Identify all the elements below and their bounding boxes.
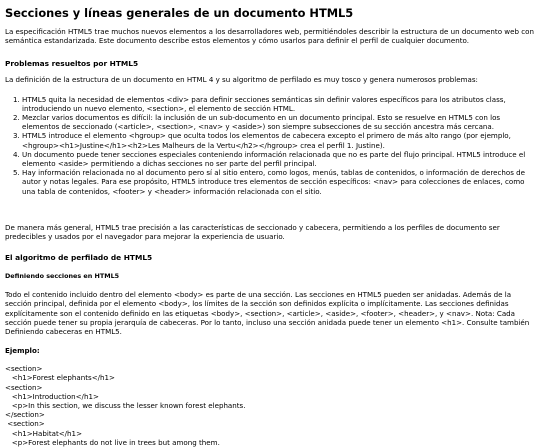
problems-heading: Problemas resueltos por HTML5 (5, 59, 139, 69)
code-example: <section> <h1>Forest elephants</h1> <section> <h1>Introduction</h1> <p>In this section, we discuss the lesser known forest elephants. </section> <section> <h1>Habitat</h1> <p>Forest elephants do not live in trees but among them. (5, 364, 246, 447)
list-item: 2. Mezclar varios documentos es difícil: la inclusión de un sub-documento en un documento principal. Esto se resuelve en HTML5 con los elementos de seccionado (<article>, <section>, <nav> y <aside>) son siempre subsecciones de su sección ancestra más cercana. (22, 113, 536, 131)
list-item: 5. Hay información relacionada no al documento pero sí al sitio entero, como logos, menús, tablas de contenidos, o información de derechos de autor y notas legales. Para ese propósito, HTML5 introduce tres elementos de sección específicos: <nav> para colecciones de enlaces, como una tabla de contenidos, <footer> y <header> información relacionada con el sitio. (22, 168, 536, 196)
problems-intro-paragraph: La definición de la estructura de un documento en HTML 4 y su algoritmo de perfilado es muy tosco y genera numerosos problemas: (5, 75, 478, 85)
general-paragraph: De manera más general, HTML5 trae precisión a las características de seccionado y cabecera, permitiendo a los perfiles de documento ser predecibles y usados por el navegador para mejorar la experiencia de usuario. (5, 222, 500, 242)
list-item: 1. HTML5 quita la necesidad de elementos <div> para definir secciones semánticas sin definir valores específicos para los atributos class, introduciendo un nuevo elemento, <section>, el elemento de sección HTML. (22, 95, 536, 113)
document-page (0, 6, 540, 447)
list-item: 4. Un documento puede tener secciones especiales conteniendo información relacionada que no es parte del flujo principal. HTML5 introduce el elemento <aside> permitiendo a dichas secciones no ser parte del perfil principal. (22, 150, 536, 168)
example-heading: Ejemplo: (5, 346, 40, 356)
problems-list (5, 95, 536, 196)
page-title: Secciones y líneas generales de un documento HTML5 (5, 6, 354, 20)
intro-paragraph: La especificación HTML5 trae muchos nuevos elementos a los desarrolladores web, permitiéndoles describir la estructura de un documento web con semántica estandarizada. Este documento describe estos elementos y cómo usarlos para definir el perfil de cualquier documento. (5, 27, 534, 46)
sections-heading: Definiendo secciones en HTML5 (5, 272, 120, 281)
algorithm-paragraph: Todo el contenido incluido dentro del elemento <body> es parte de una sección. Las secciones en HTML5 pueden ser anidadas. Además de la sección principal, definida por el elemento <body>, los límites de la sección son definidos explícita o implícitamente. Las secciones definidas explícitamente son el contenido definido en las etiquetas <body>, <section>, <article>, <aside>, <footer>, <header>, y <nav>. Nota: Cada sección puede tener su propia jerarquía de cabeceras. Por lo tanto, incluso una sección anidada puede tener un elemento <h1>. Consulte también Definiendo cabeceras en HTML5. (5, 290, 530, 337)
list-item: 3. HTML5 introduce el elemento <hgroup> que oculta todos los elementos de cabecera excepto el primero de más alto rango (por ejemplo, <hgroup><h1>Justine</h1><h2>Les Malheurs de la Vertu</h2></hgroup> crea el perfil 1. Justine). (22, 131, 536, 149)
algorithm-heading: El algoritmo de perfilado de HTML5 (5, 253, 153, 263)
